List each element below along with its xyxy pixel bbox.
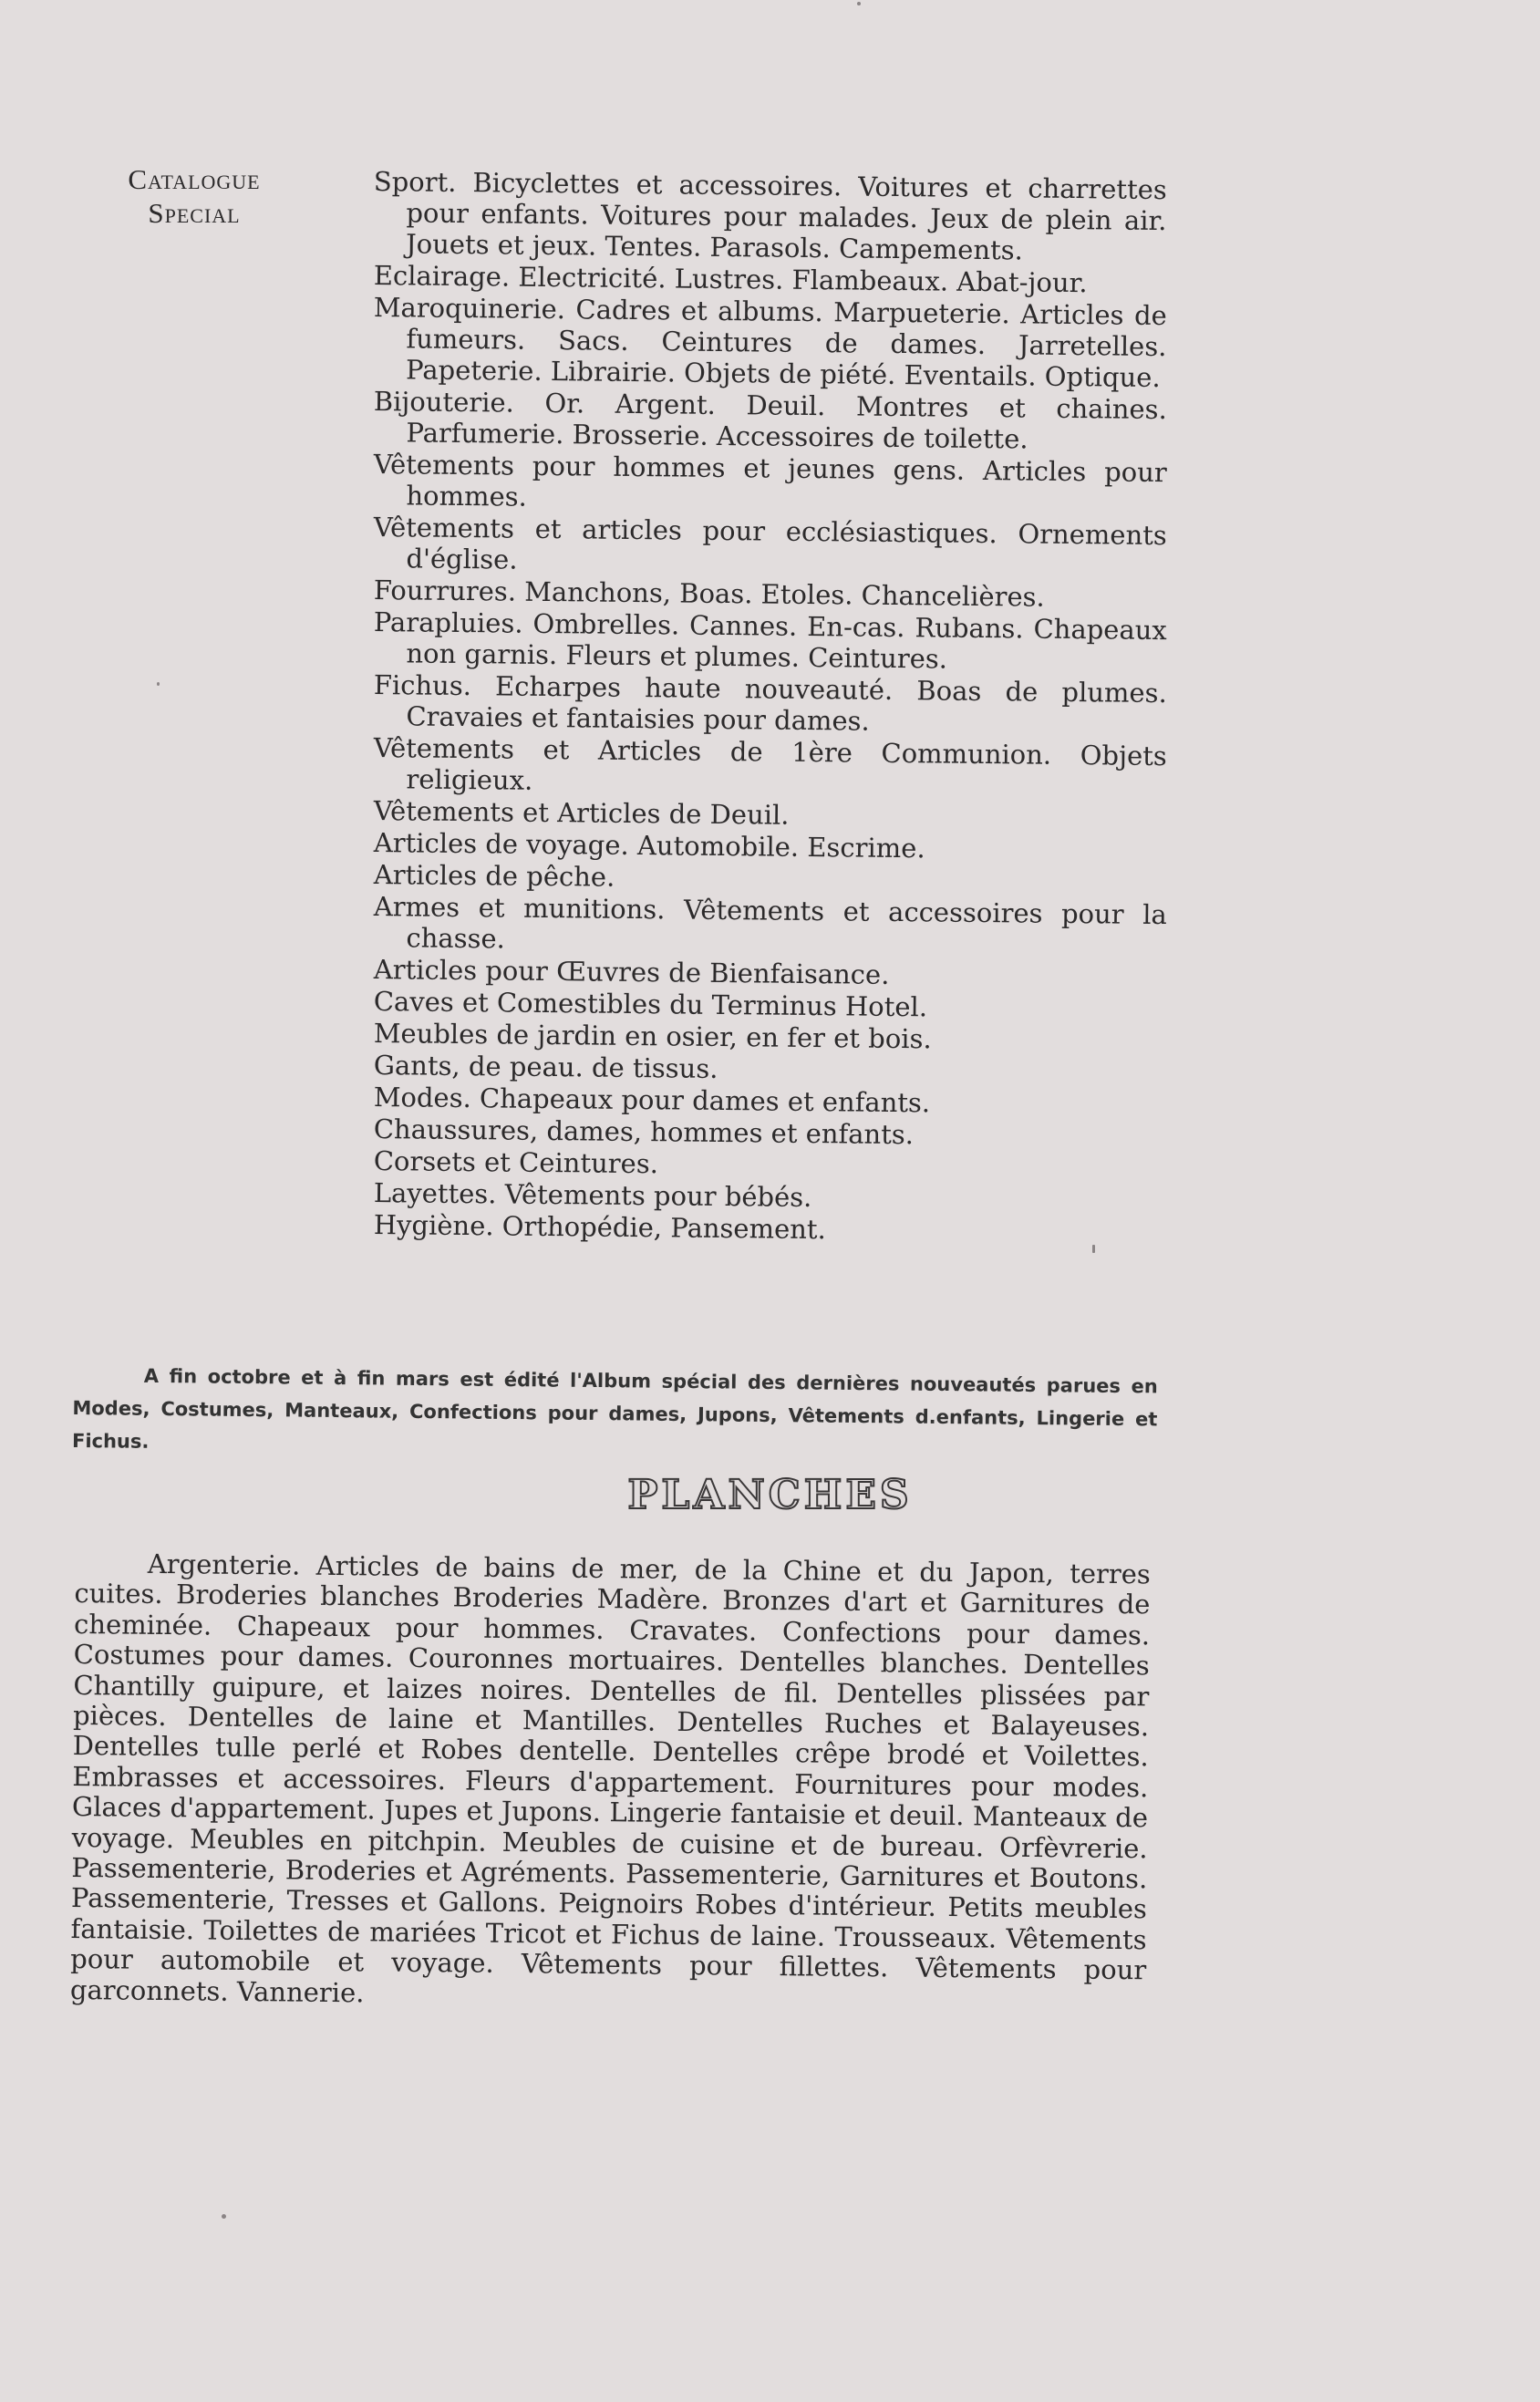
list-item: Modes. Chapeaux pour dames et enfants.	[373, 1082, 931, 1119]
album-notice: A fin octobre et à fin mars est édité l'Album spécial des dernières nouveautés parues en Modes, Costumes, Manteaux, Confections pour dames, Jupons, Vêtements d.enfants, Lingerie et Fichus.	[71, 1364, 1158, 1453]
list-item: Fourrures. Manchons, Boas. Etoles. Chancelières.	[373, 575, 1045, 613]
planches-paragraph: Argenterie. Articles de bains de mer, de la Chine et du Japon, terres cuites. Broderies blanches Broderies Madère. Bronzes d'art et Garnitures de cheminée. Chapeaux pour hommes. Cravates. Confections pour dames. Costumes pour dames. Couronnes mortuaires. Dentelles blanches. Dentelles Chantilly guipure, et laizes noires. Dentelles de fil. Dentelles plissées par pièces. Dentelles de laine et Mantilles. Dentelles Ruches et Balayeuses. Dentelles tulle perlé et Robes dentelle. Dentelles crêpe brodé et Voilettes. Embrasses et accessoires. Fleurs d'appartement. Fournitures pour modes. Glaces d'appartement. Jupes et Jupons. Lingerie fantaisie et deuil. Manteaux de voyage. Meubles en pitchpin. Meubles de cuisine et de bureau. Orfèvrerie. Passementerie, Broderies et Agréments. Passementerie, Garnitures et Boutons. Passementerie, Tresses et Gallons. Peignoirs Robes d'intérieur. Petits meubles fantaisie. Toilettes de mariées Tricot et Fichus de laine. Trousseaux. Vêtements pour automobile et voyage. Vêtements pour fillettes. Vêtements pour garconnets. Vannerie.	[69, 1548, 1151, 2009]
paper-speck	[222, 2214, 226, 2219]
list-item: Vêtements pour hommes et jeunes gens. Articles pour hommes.	[373, 449, 1167, 512]
paper-speck	[857, 2, 861, 5]
list-item: Vêtements et Articles de 1ère Communion. Objets religieux.	[373, 732, 1167, 796]
list-item: Chaussures, dames, hommes et enfants.	[373, 1113, 915, 1151]
catalogue-special-label	[98, 162, 290, 230]
side-label-line-1: Catalogue	[128, 163, 261, 195]
list-item: Articles de pêche.	[373, 859, 615, 893]
list-item: Vêtements et Articles de Deuil.	[373, 795, 790, 831]
planches-heading: PLANCHES	[627, 1472, 913, 1518]
list-item: Bijouterie. Or. Argent. Deuil. Montres et chaines. Parfumerie. Brosserie. Accessoires de toilette.	[373, 386, 1167, 455]
list-item: Fichus. Echarpes haute nouveauté. Boas de plumes. Cravaies et fantaisies pour dames.	[373, 669, 1167, 737]
list-item: Caves et Comestibles du Terminus Hotel.	[373, 986, 928, 1023]
list-item: Eclairage. Electricité. Lustres. Flambeaux. Abat-jour.	[373, 260, 1088, 299]
paper-speck	[1092, 1245, 1095, 1253]
list-item: Corsets et Ceintures.	[373, 1145, 659, 1180]
side-label-line-2: Special	[148, 197, 241, 229]
list-item: Vêtements et articles pour ecclésiastiques. Ornements d'église.	[373, 512, 1167, 575]
list-item: Layettes. Vêtements pour bébés.	[373, 1177, 812, 1214]
list-item: Articles de voyage. Automobile. Escrime.	[373, 827, 925, 865]
list-item: Hygiène. Orthopédie, Pansement.	[373, 1209, 826, 1246]
catalogue-list	[373, 166, 1167, 1246]
list-item: Armes et munitions. Vêtements et accessoires pour la chasse.	[373, 891, 1167, 955]
list-item: Sport. Bicyclettes et accessoires. Voitures et charrettes pour enfants. Voitures pour malades. Jeux de plein air. Jouets et jeux. Tentes. Parasols. Campements.	[373, 166, 1167, 266]
list-item: Gants, de peau. de tissus.	[373, 1050, 718, 1084]
paper-speck	[157, 682, 160, 686]
list-item: Meubles de jardin en osier, en fer et bois.	[373, 1018, 932, 1055]
list-item: Maroquinerie. Cadres et albums. Marpueterie. Articles de fumeurs. Sacs. Ceintures de dames. Jarretelles. Papeterie. Librairie. Objets de piété. Eventails. Optique.	[373, 292, 1167, 394]
list-item: Parapluies. Ombrelles. Cannes. En-cas. Rubans. Chapeaux non garnis. Fleurs et plumes. Ceintures.	[373, 606, 1167, 675]
list-item: Articles pour Œuvres de Bienfaisance.	[373, 954, 890, 990]
